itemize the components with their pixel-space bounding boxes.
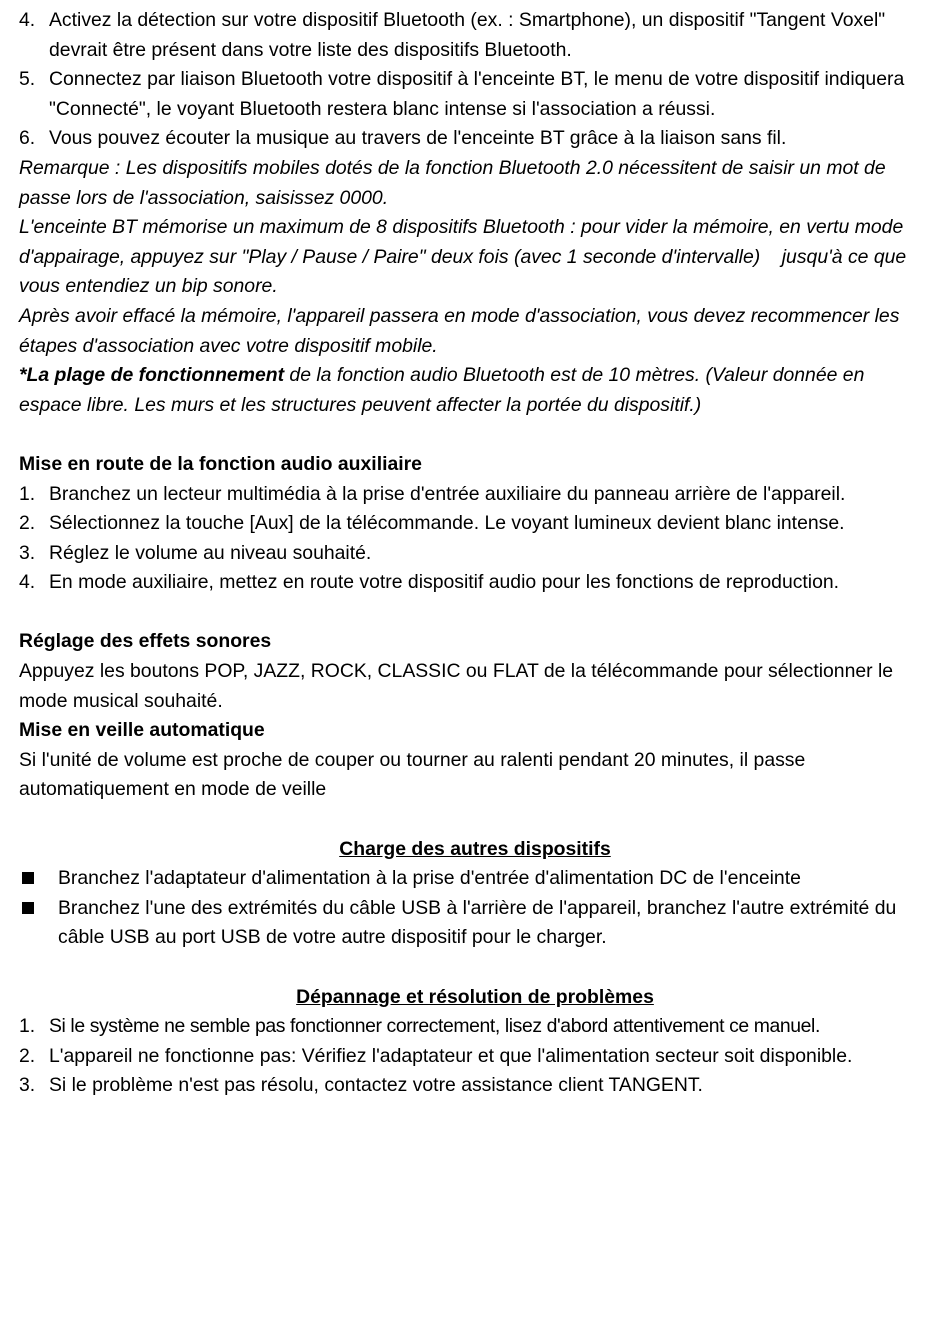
trouble-heading: Dépannage et résolution de problèmes xyxy=(296,985,654,1008)
remark-range xyxy=(19,361,931,420)
list-item: Branchez l'une des extrémités du câble USB à l'arrière de l'appareil, branchez l'autre extrémité du câble USB au port USB de votre autre dispositif pour le charger. xyxy=(19,894,931,953)
trouble-steps-list xyxy=(19,1012,931,1101)
list-item: 6. Vous pouvez écouter la musique au travers de l'enceinte BT grâce à la liaison sans fil. xyxy=(19,127,787,150)
list-item: 1. Branchez un lecteur multimédia à la prise d'entrée auxiliaire du panneau arrière de l'appareil. xyxy=(19,482,846,505)
square-bullet-icon xyxy=(22,872,34,884)
remark-memory: L'enceinte BT mémorise un maximum de 8 dispositifs Bluetooth : pour vider la mémoire, en vertu mode d'appairage, appuyez sur "Play / Pause / Paire" deux fois (avec 1 seconde d'intervalle) jusqu'à ce que vous entendiez un bip sonore. xyxy=(19,216,912,298)
bluetooth-steps-list xyxy=(19,6,931,154)
charge-heading: Charge des autres dispositifs xyxy=(339,837,611,860)
aux-steps-list xyxy=(19,480,931,598)
list-item: 2. Sélectionnez la touche [Aux] de la télécommande. Le voyant lumineux devient blanc intense. xyxy=(19,512,845,535)
square-bullet-icon xyxy=(22,902,34,914)
remark-password: Remarque : Les dispositifs mobiles dotés de la fonction Bluetooth 2.0 nécessitent de saisir un mot de passe lors de l'association, saisissez 0000. xyxy=(19,156,886,209)
standby-heading: Mise en veille automatique xyxy=(19,719,265,742)
list-item: 3. Réglez le volume au niveau souhaité. xyxy=(19,541,372,564)
list-item: 2. L'appareil ne fonctionne pas: Vérifiez l'adaptateur et que l'alimentation secteur soit disponible. xyxy=(19,1044,853,1067)
remark-reassociation: Après avoir effacé la mémoire, l'appareil passera en mode d'association, vous devez recommencer les étapes d'association avec votre dispositif mobile. xyxy=(19,304,900,357)
list-item: 4. Activez la détection sur votre dispositif Bluetooth (ex. : Smartphone), un dispositif "Tangent Voxel" devrait être présent dans votre liste des dispositifs Bluetooth. xyxy=(19,9,886,61)
list-item: 3. Si le problème n'est pas résolu, contactez votre assistance client TANGENT. xyxy=(19,1074,703,1097)
list-item: Branchez l'adaptateur d'alimentation à la prise d'entrée d'alimentation DC de l'enceinte xyxy=(19,864,931,894)
range-text: de la fonction audio Bluetooth est de 10 mètres. (Valeur donnée en espace libre. Les murs et les structures peuvent affecter la portée du dispositif.) xyxy=(19,364,865,416)
charge-list xyxy=(19,864,931,953)
list-item: 1. Si le système ne semble pas fonctionner correctement, lisez d'abord attentivement ce manuel. xyxy=(19,1015,820,1038)
document-page xyxy=(19,6,931,1101)
standby-text: Si l'unité de volume est proche de couper ou tourner au ralenti pendant 20 minutes, il passe automatiquement en mode de veille xyxy=(19,748,806,801)
aux-heading: Mise en route de la fonction audio auxiliaire xyxy=(19,452,422,475)
range-emphasis: *La plage de fonctionnement xyxy=(19,364,285,387)
list-item: 5. Connectez par liaison Bluetooth votre dispositif à l'enceinte BT, le menu de votre dispositif indiquera "Connecté", le voyant Bluetooth restera blanc intense si l'association a réussi. xyxy=(19,68,905,120)
sound-text: Appuyez les boutons POP, JAZZ, ROCK, CLASSIC ou FLAT de la télécommande pour sélectionner le mode musical souhaité. xyxy=(19,660,894,712)
list-item: 4. En mode auxiliaire, mettez en route votre dispositif audio pour les fonctions de reproduction. xyxy=(19,571,840,594)
sound-heading: Réglage des effets sonores xyxy=(19,630,272,653)
